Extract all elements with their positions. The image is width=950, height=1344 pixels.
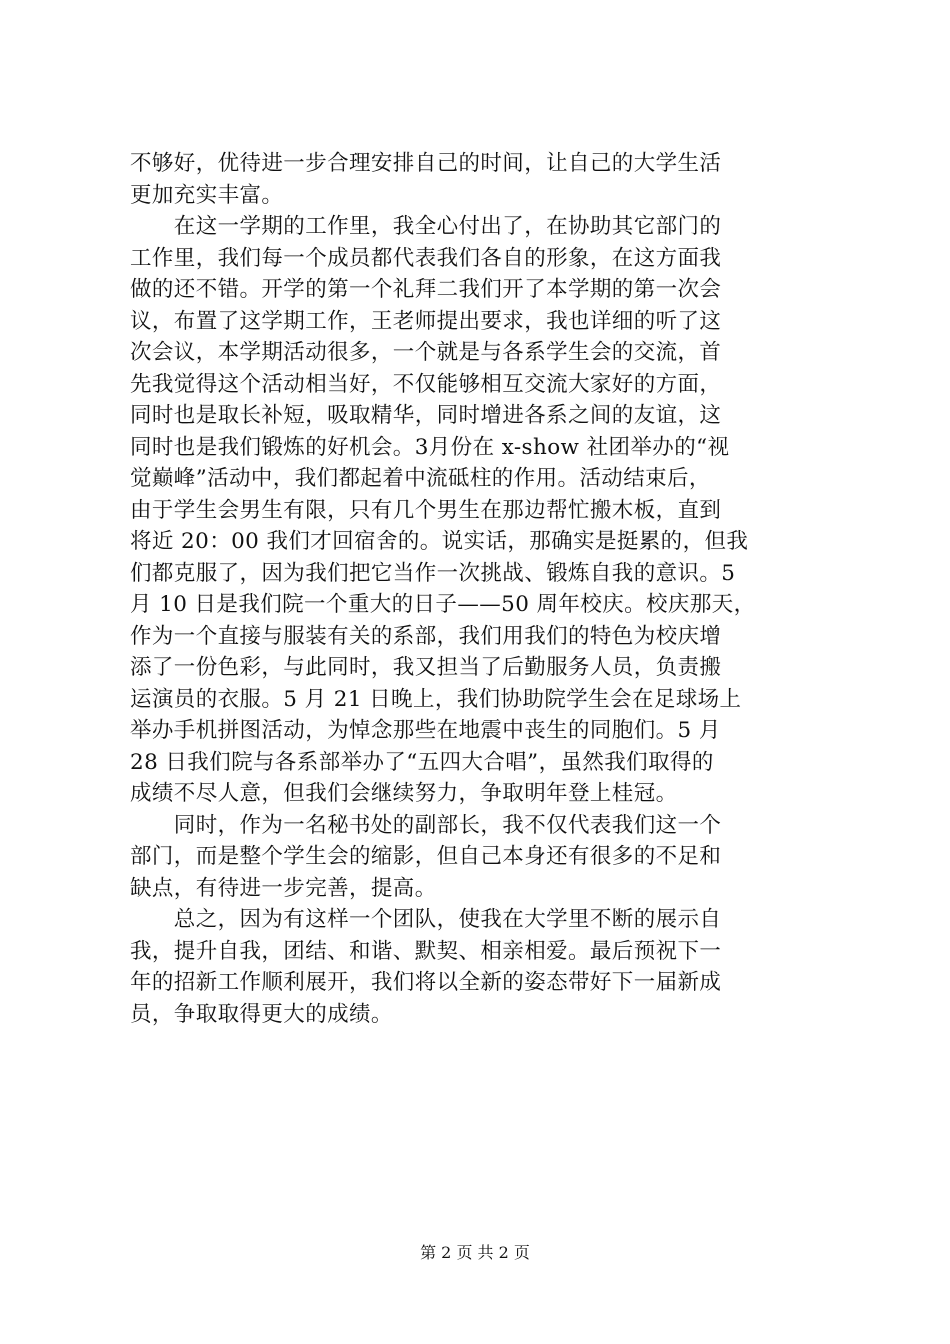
text-line: 作为一个直接与服装有关的系部，我们用我们的特色为校庆增 bbox=[130, 623, 722, 649]
text-line: 在这一学期的工作里，我全心付出了，在协助其它部门的 bbox=[130, 214, 722, 239]
text-line: 做的还不错。开学的第一个礼拜二我们开了本学期的第一次会 bbox=[130, 277, 722, 302]
text-line: 不够好，优待进一步合理安排自己的时间，让自己的大学生活 bbox=[130, 151, 722, 176]
text-line: 运演员的衣服。5 月 21 日晚上，我们协助院学生会在足球场上 bbox=[130, 686, 742, 712]
text-line: 年的招新工作顺利展开，我们将以全新的姿态带好下一届新成 bbox=[130, 970, 722, 995]
text-line: 月 10 日是我们院一个重大的日子——50 周年校庆。校庆那天， bbox=[130, 592, 756, 617]
text-line: 28 日我们院与各系部举办了“五四大合唱”，虽然我们取得的 bbox=[130, 749, 714, 775]
text-line: 们都克服了，因为我们把它当作一次挑战、锻炼自我的意识。5 bbox=[130, 560, 736, 586]
text-line: 部门，而是整个学生会的缩影，但自己本身还有很多的不足和 bbox=[130, 844, 722, 869]
text-line: 更加充实丰富。 bbox=[130, 182, 284, 208]
text-line: 员，争取取得更大的成绩。 bbox=[130, 1001, 393, 1027]
page-footer: 第 2 页 共 2 页 bbox=[420, 1243, 530, 1262]
text-line: 觉巅峰”活动中，我们都起着中流砥柱的作用。活动结束后， bbox=[130, 466, 711, 491]
text-line: 议，布置了这学期工作，王老师提出要求，我也详细的听了这 bbox=[130, 308, 722, 334]
text-line: 缺点，有待进一步完善，提高。 bbox=[130, 875, 437, 901]
text-line: 我，提升自我，团结、和谐、默契、相亲相爱。最后预祝下一 bbox=[130, 938, 722, 964]
text-line: 举办手机拼图活动，为悼念那些在地震中丧生的同胞们。5 月 bbox=[130, 718, 721, 743]
text-line: 添了一份色彩，与此同时，我又担当了后勤服务人员，负责搬 bbox=[130, 655, 722, 680]
text-line: 次会议，本学期活动很多，一个就是与各系学生会的交流，首 bbox=[130, 340, 722, 365]
text-line: 先我觉得这个活动相当好，不仅能够相互交流大家好的方面， bbox=[130, 371, 722, 397]
text-line: 总之，因为有这样一个团队，使我在大学里不断的展示自 bbox=[130, 907, 722, 932]
text-line: 同时，作为一名秘书处的副部长，我不仅代表我们这一个 bbox=[130, 812, 722, 838]
text-line: 将近 20：00 我们才回宿舍的。说实话，那确实是挺累的，但我 bbox=[130, 529, 749, 554]
text-line: 工作里，我们每一个成员都代表我们各自的形象，在这方面我 bbox=[130, 245, 722, 271]
text-line: 同时也是取长补短，吸取精华，同时增进各系之间的友谊，这 bbox=[130, 403, 722, 428]
text-line: 由于学生会男生有限，只有几个男生在那边帮忙搬木板，直到 bbox=[130, 497, 722, 523]
document-body bbox=[130, 148, 820, 1030]
text-line: 同时也是我们锻炼的好机会。3月份在 x-show 社团举办的“视 bbox=[130, 434, 730, 460]
text-line: 成绩不尽人意，但我们会继续努力，争取明年登上桂冠。 bbox=[130, 781, 678, 806]
